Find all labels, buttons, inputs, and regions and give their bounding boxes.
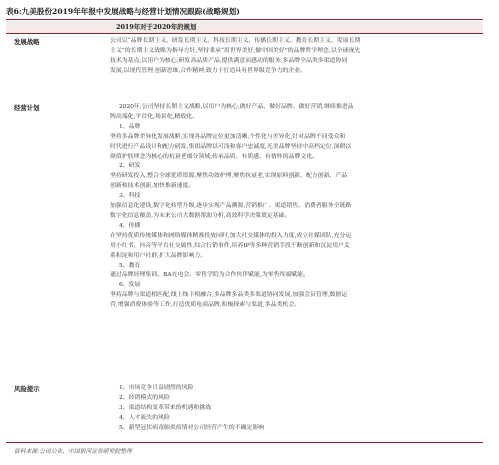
text-line: 时代进行产品设计和配方研发,集团品牌以可浅和客户忠诚度,光美品牌坚持中高档定位,深耕以	[110, 143, 352, 150]
bottom-rule	[6, 442, 483, 443]
section-heading: 1、品牌	[119, 123, 141, 130]
section-heading: 6、发展	[119, 282, 141, 289]
row-label-risk: 风险提示	[14, 385, 40, 393]
text-line: 用小红书、抖音等平台社交属性,综合行销事件,培养IP等多种营销手段不断创新和沉淀用户关	[110, 242, 350, 249]
text-line: 发展,以现代管理,创新思维,合作精神,致力于打造具有世界级竞争力的企业。	[110, 67, 306, 74]
text-line: 创新和技术创新,加快推新速度。	[110, 183, 195, 190]
row-content-risk	[110, 384, 477, 434]
table-header	[6, 21, 483, 33]
text-line: 坚持品牌与渠道相匹配,线上线下相融合,多品牌多品类多渠道协同发展,加强会员管理,数据运	[110, 292, 348, 299]
row-label-plan: 经营计划	[14, 104, 40, 112]
table-title: 表6:九美股份2019年年报中发展战略与经营计划情况跟踪(战略规划)	[6, 7, 240, 16]
text-line: 技术为基点,以用户为核心,研发高品质产品,提供满意而感动的服务,多品牌全品类多渠道协同	[110, 57, 348, 64]
text-line: 营,增强消费体验等工作,打造优质电商品牌,积极探索与渠道,多品类机会。	[110, 302, 301, 309]
text-line: 颜值护肤理念为核心的抗衰老细分领域,传承品质、有质感、有情怀的品牌文化。	[110, 153, 319, 160]
section-heading: 4、传播	[119, 222, 141, 229]
text-line: 在坚持优质传统媒体和网络媒体精准投放同时,加大社交媒体的投入力度,成立社媒团队,充分运	[110, 232, 352, 239]
section-heading: 2、研发	[119, 163, 141, 170]
text-line: 数字化信息覆盖,为未来公司大数据帮助分析,高效科学决策奠定基础。	[110, 212, 291, 219]
text-line: 牌高端化,平台化,场景化,精致化。	[110, 113, 199, 120]
risk-item: 2、经销模式的风险	[119, 394, 170, 401]
text-line: 坚持多品牌差异化发展战略,实现各品牌定位更加清晰,个性化与差异化,针对品牌不同受众和	[110, 133, 346, 140]
top-rule	[6, 19, 483, 20]
text-line: 系积淀和用户社群,扩大品牌影响力。	[110, 252, 207, 259]
text-line: 加强信息化建设,数字化转型升级,逐步实现产品溯源,营销推广、渠道销售、消费者服务全链路	[110, 203, 352, 210]
header-rule	[6, 33, 483, 34]
text-line: 坚持研发投入,整合全球优质资源,聚焦功效护理,聚焦抗衰老,实现原料创新、配方创新、产品	[110, 173, 348, 180]
risk-item: 1、市场竞争日益剧烈的风险	[119, 385, 194, 391]
row-content-strategy	[110, 37, 477, 77]
section-heading: 3、科技	[119, 193, 141, 200]
text-line: 2020年,公司坚持长期主义战略,以用户为核心,做好产品、做好品牌、做好营销,继续推进品	[119, 104, 354, 110]
row-content-plan	[110, 103, 477, 311]
risk-item: 3、渠道结构变革带来的机遇和挑战	[119, 404, 212, 411]
risk-item: 5、新型冠状病毒肺炎疫情对公司经营产生的不确定影响	[119, 424, 265, 431]
table-header-text: 2019年对于2020年的规划	[116, 23, 197, 31]
text-line: 主义”的长期主义战略为指导方针,坚持秉承“用世界美好,做中国美好”的品牌哲学理念,以全球视先	[110, 47, 361, 54]
section-heading: 5、教育	[119, 262, 141, 269]
text-line: 通过品牌经理集训、BA充电会、零售学院为合作伙伴赋能,为零售终端赋能。	[110, 272, 309, 279]
row-label-strategy: 发展战略	[14, 38, 40, 46]
source-note: 资料来源:公司公告、中国银河证券研究院整理	[14, 449, 132, 455]
risk-item: 4、人才流失的风险	[119, 414, 170, 421]
text-line: 公司以“品牌长期主义、研发长期主义、科技长期主义、传播长期主义、教育长期主义、发展长期	[110, 38, 361, 44]
